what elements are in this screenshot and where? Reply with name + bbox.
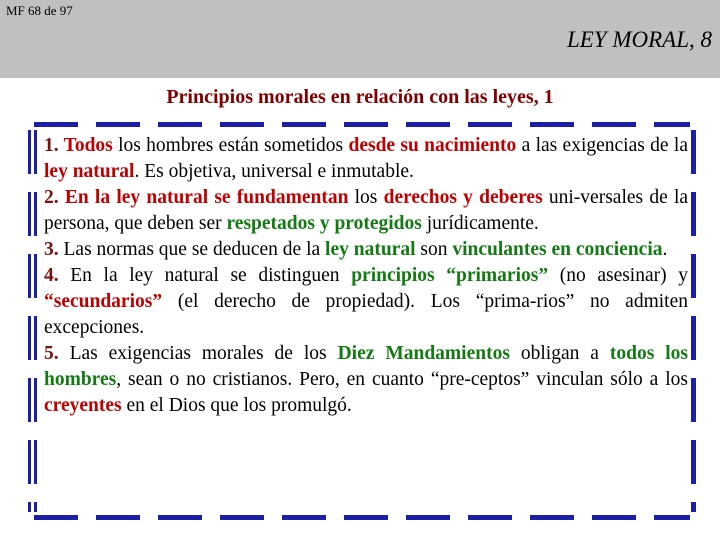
principle-item-3	[44, 237, 688, 263]
principle-text-segment: los hombres están sometidos	[112, 135, 349, 156]
principle-text-segment: “secundarios”	[44, 291, 163, 312]
border-dash	[344, 515, 388, 520]
principle-text-segment: Diez Mandamientos	[337, 343, 510, 364]
border-dash	[592, 122, 636, 127]
border-dash	[691, 378, 696, 422]
border-dash	[530, 122, 574, 127]
border-dash	[691, 192, 696, 236]
principle-text-segment: ley natural	[325, 239, 416, 260]
principle-text-segment: Todos	[63, 135, 113, 156]
border-dash	[592, 515, 636, 520]
principle-text-segment: (el derecho de propiedad). Los “prima-rios” no admiten excepciones.	[44, 291, 688, 338]
border-dash	[220, 122, 264, 127]
principle-text-segment: respetados y protegidos	[226, 213, 422, 234]
border-dash	[691, 316, 696, 360]
border-dash	[34, 378, 37, 422]
border-dash	[96, 515, 140, 520]
principle-text-segment: , sean o no cristianos. Pero, en cuanto “pre-ceptos” vinculan sólo a los	[116, 369, 688, 390]
principle-text-segment: jurídicamente.	[421, 213, 539, 234]
border-dash	[691, 440, 696, 484]
principle-text-segment: los	[348, 187, 384, 208]
border-dash	[34, 515, 78, 520]
principle-text-segment: creyentes	[44, 395, 122, 416]
principle-text-segment: uni-versales de la persona, que deben ser	[44, 187, 689, 234]
border-dash	[34, 192, 37, 236]
border-dash	[344, 122, 388, 127]
chapter-title: LEY MORAL, 8	[566, 27, 712, 52]
border-dash	[282, 515, 326, 520]
principle-text-segment: (no asesinar) y	[548, 265, 688, 286]
principle-text-segment: Las normas que se deducen de la	[63, 239, 326, 260]
principle-text-segment: principios “primarios”	[351, 265, 549, 286]
border-dash	[530, 515, 574, 520]
principle-text-segment: Las exigencias morales de los	[69, 343, 338, 364]
slide-counter: MF 68 de 97	[6, 3, 73, 18]
border-dash	[220, 515, 264, 520]
principle-item-2	[44, 185, 688, 237]
border-dash	[654, 122, 690, 127]
border-dash	[34, 122, 78, 127]
border-dash	[28, 130, 31, 174]
border-dash	[28, 440, 31, 484]
principle-text-segment: 3.	[44, 239, 64, 260]
border-dash	[28, 378, 31, 422]
border-dash	[34, 440, 37, 484]
principle-text-segment: ley natural	[44, 161, 135, 182]
principle-text-segment: vinculantes en conciencia	[452, 239, 663, 260]
principle-text-segment: En la ley natural se distinguen	[70, 265, 352, 286]
principle-item-4	[44, 263, 688, 341]
principle-text-segment: derechos y deberes	[383, 187, 543, 208]
border-dash	[654, 515, 690, 520]
border-dash	[468, 122, 512, 127]
principle-text-segment: en el Dios que los promulgó.	[121, 395, 352, 416]
border-dash	[34, 502, 37, 512]
border-dash	[158, 122, 202, 127]
principle-text-segment: . Es objetiva, universal e inmutable.	[134, 161, 414, 182]
principle-text-segment: son	[415, 239, 453, 260]
border-dash	[28, 316, 31, 360]
principle-text-segment: 4.	[44, 265, 71, 286]
border-dash	[468, 515, 512, 520]
border-dash	[34, 254, 37, 298]
principle-text-segment: 5.	[44, 343, 70, 364]
border-dash	[28, 502, 31, 512]
slide-subtitle: Principios morales en relación con las leyes, 1	[166, 86, 554, 108]
border-dash	[406, 122, 450, 127]
principle-text-segment: 1.	[44, 135, 64, 156]
border-dash	[158, 515, 202, 520]
principle-text-segment: a las exigencias de la	[516, 135, 688, 156]
border-dash	[34, 130, 37, 174]
principle-item-1	[44, 133, 688, 185]
principle-text-segment: 2.	[44, 187, 65, 208]
principles-list	[44, 133, 688, 419]
border-dash	[691, 130, 696, 174]
slide-header	[0, 0, 720, 78]
principle-text-segment: todos los hombres	[44, 343, 688, 390]
border-dash	[34, 316, 37, 360]
principle-text-segment: .	[662, 239, 668, 260]
principle-text-segment: En la ley natural se fundamentan	[64, 187, 349, 208]
border-dash	[28, 254, 31, 298]
border-dash	[406, 515, 450, 520]
principle-text-segment: desde su nacimiento	[348, 135, 517, 156]
border-dash	[96, 122, 140, 127]
principle-item-5	[44, 341, 688, 419]
border-dash	[28, 192, 31, 236]
border-dash	[282, 122, 326, 127]
border-dash	[691, 502, 696, 512]
border-dash	[691, 254, 696, 298]
principle-text-segment: obligan a	[509, 343, 610, 364]
